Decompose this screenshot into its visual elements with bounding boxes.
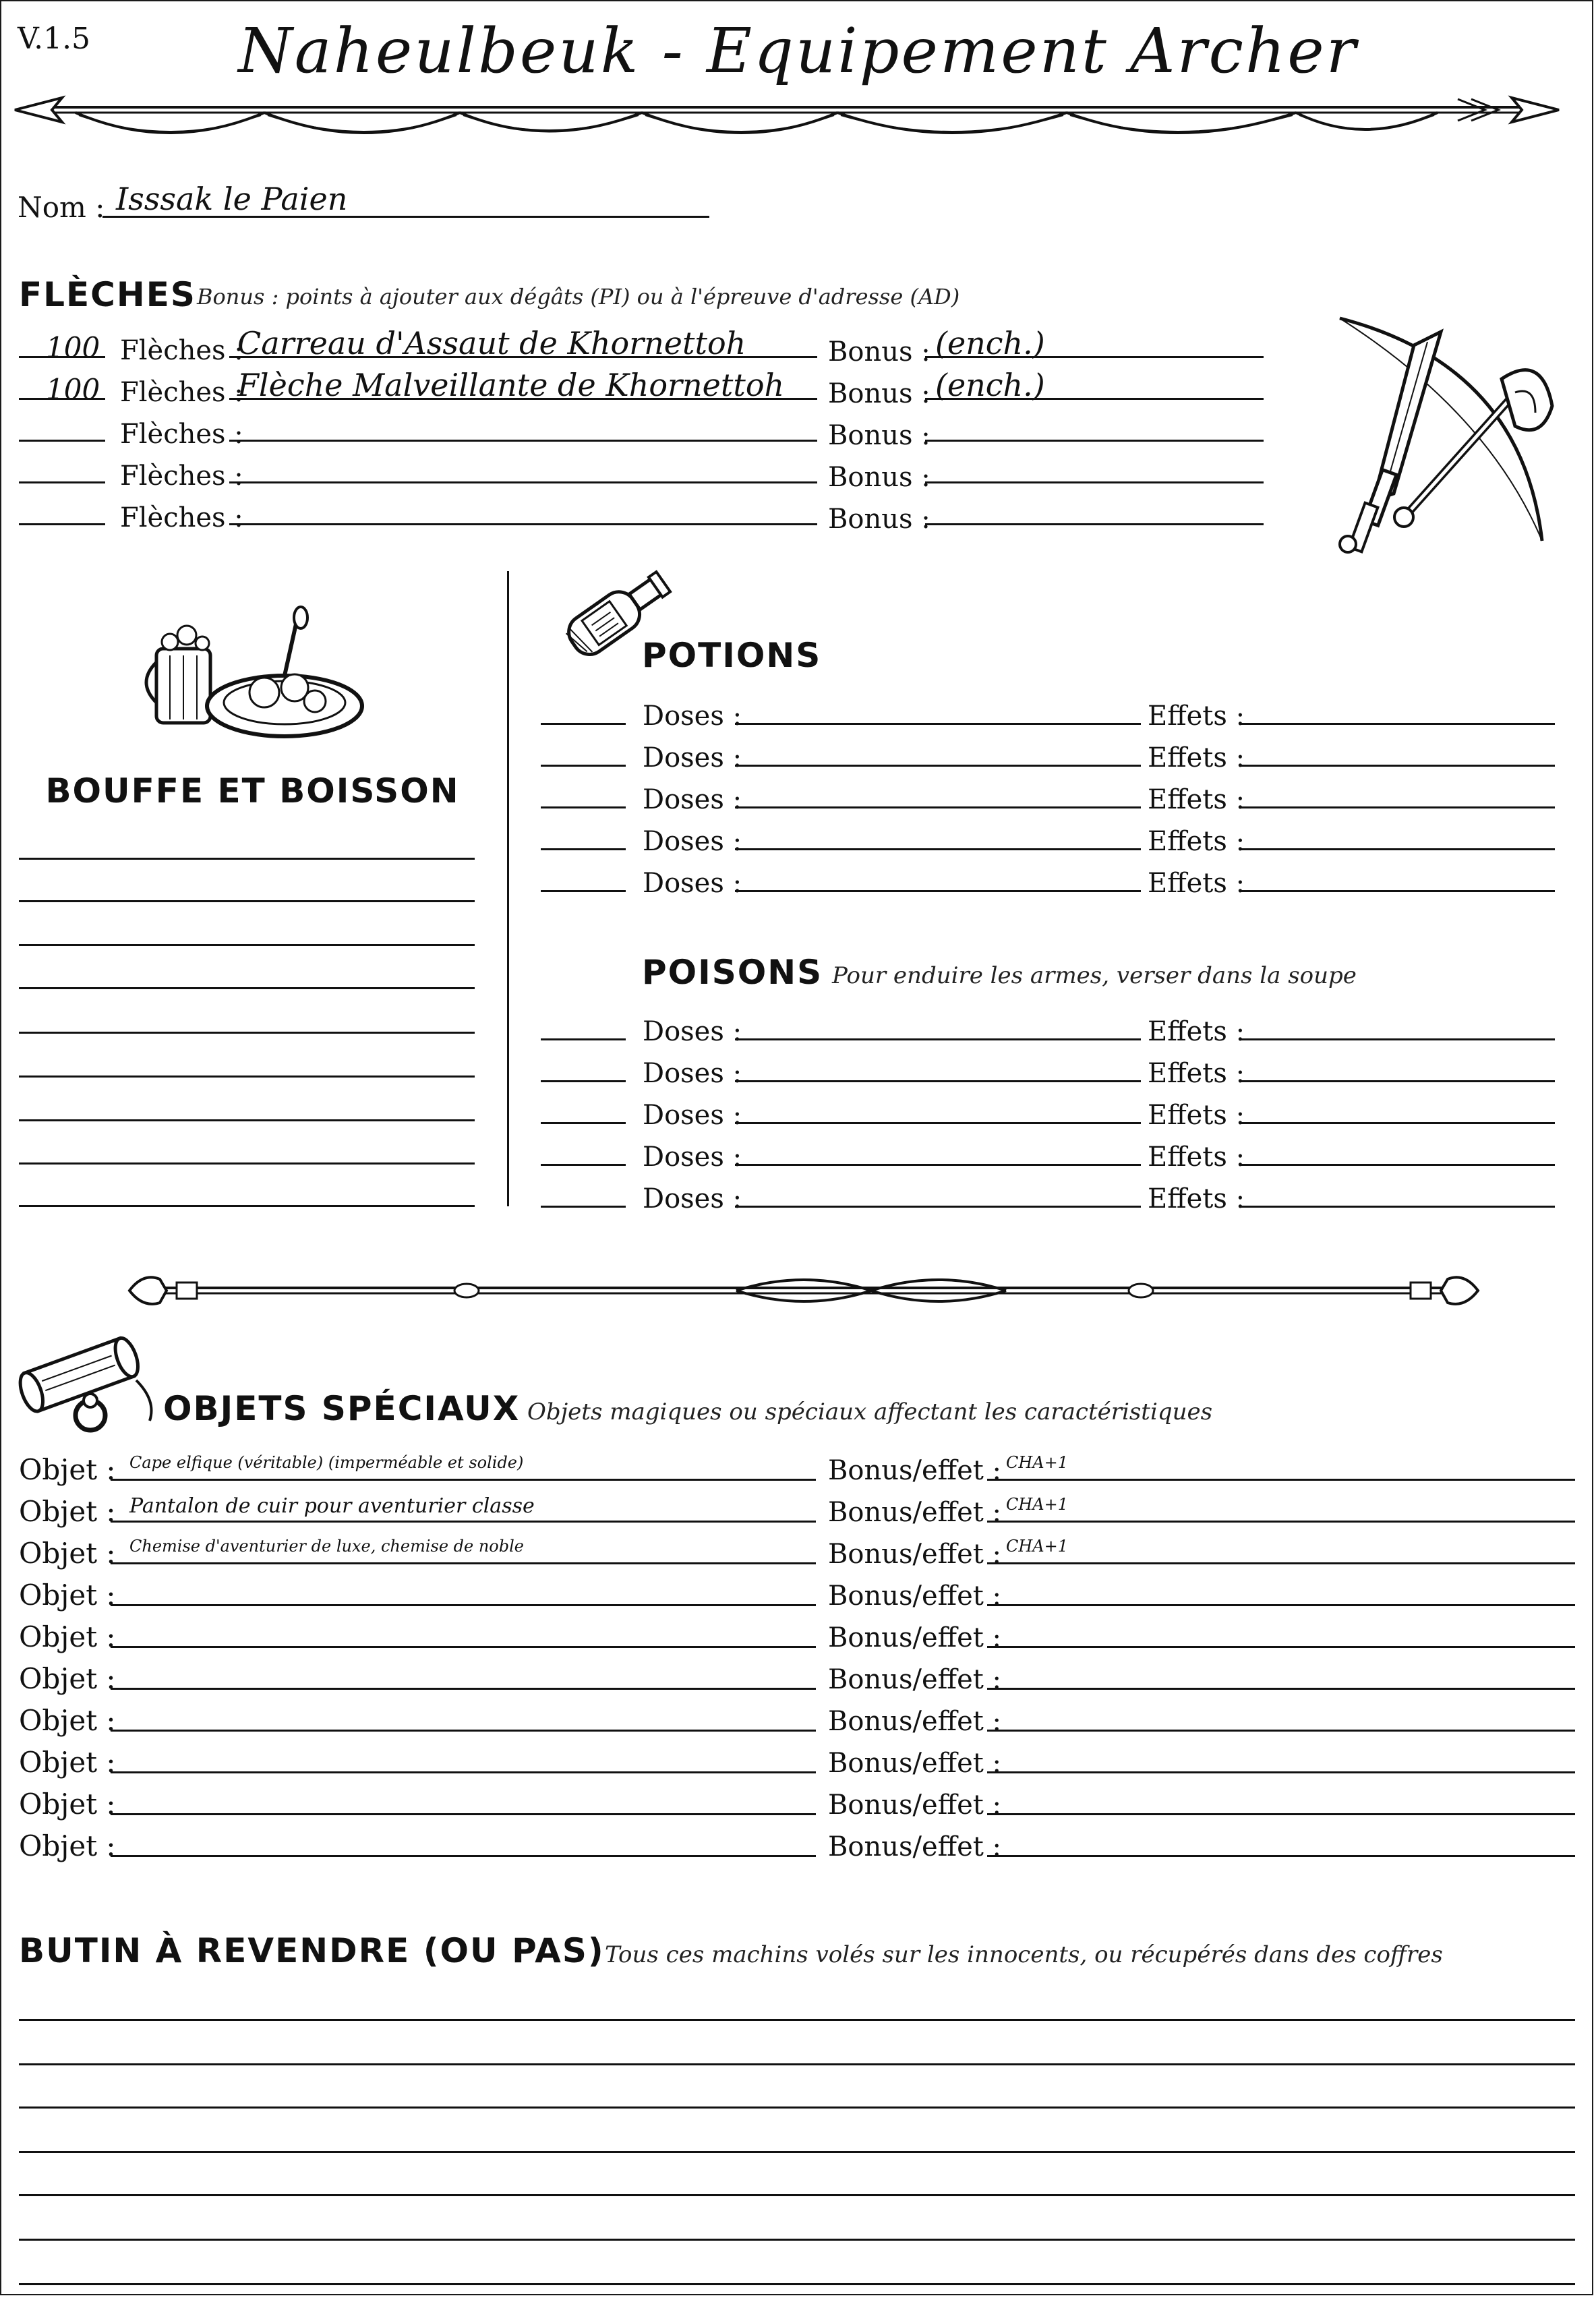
potions-doses-label: Doses : — [643, 701, 742, 732]
potions-qty-line[interactable] — [541, 806, 626, 808]
poisons-qty-line[interactable] — [541, 1206, 626, 1208]
potions-qty-line[interactable] — [541, 848, 626, 850]
arrow-qty[interactable]: 100 — [46, 373, 100, 406]
arrow-qty-line — [19, 523, 105, 525]
potions-doses-label: Doses : — [643, 868, 742, 899]
poisons-effects-line[interactable] — [1241, 1080, 1555, 1082]
loot-line[interactable] — [19, 2239, 1575, 2241]
poisons-effects-label: Effets : — [1148, 1100, 1245, 1131]
poisons-subtitle: Pour enduire les armes, verser dans la soupe — [832, 962, 1357, 989]
poisons-doses-label: Doses : — [643, 1142, 742, 1173]
poisons-qty-line[interactable] — [541, 1164, 626, 1166]
page-title: Naheulbeuk - Equipement Archer — [238, 15, 1358, 87]
arrow-bonus-label: Bonus : — [828, 420, 930, 451]
arrow-label: Flèches : — [120, 502, 243, 533]
potions-doses-line[interactable] — [735, 848, 1141, 850]
object-line — [111, 1855, 816, 1857]
poisons-doses-line[interactable] — [735, 1038, 1141, 1040]
potions-effects-label: Effets : — [1148, 784, 1245, 815]
arrows-title: FLÈCHES — [19, 275, 196, 314]
potions-effects-label: Effets : — [1148, 742, 1245, 773]
arrow-label: Flèches : — [120, 335, 243, 366]
potions-effects-line[interactable] — [1241, 765, 1555, 767]
object-line — [111, 1646, 816, 1648]
loot-line[interactable] — [19, 2194, 1575, 2196]
object-bonus-label: Bonus/effet : — [828, 1455, 1002, 1486]
potions-doses-line[interactable] — [735, 890, 1141, 892]
arrow-label: Flèches : — [120, 377, 243, 408]
crossed-weapons-illustration — [1320, 312, 1569, 554]
arrow-bonus-field[interactable]: (ench.) — [935, 325, 1045, 361]
arrow-bonus-line — [925, 481, 1264, 483]
object-label: Objet : — [19, 1704, 116, 1737]
loot-line[interactable] — [19, 2151, 1575, 2153]
object-line — [111, 1604, 816, 1606]
food-line[interactable] — [19, 1119, 475, 1121]
loot-line[interactable] — [19, 2106, 1575, 2109]
poisons-effects-label: Effets : — [1148, 1183, 1245, 1214]
arrow-name-line — [229, 481, 817, 483]
scroll-and-ring-illustration — [15, 1333, 163, 1441]
staff-ornament — [129, 1262, 1478, 1316]
object-label: Objet : — [19, 1453, 116, 1486]
potions-effects-label: Effets : — [1148, 868, 1245, 899]
poisons-doses-line[interactable] — [735, 1080, 1141, 1082]
arrow-label: Flèches : — [120, 461, 243, 492]
potions-qty-line[interactable] — [541, 765, 626, 767]
object-bonus-field[interactable]: CHA+1 — [1006, 1495, 1069, 1514]
object-bonus-line — [987, 1855, 1575, 1857]
poisons-doses-line[interactable] — [735, 1206, 1141, 1208]
food-line[interactable] — [19, 900, 475, 902]
object-bonus-line — [987, 1604, 1575, 1606]
poisons-doses-label: Doses : — [643, 1183, 742, 1214]
version-label: V.1.5 — [18, 22, 91, 56]
food-line[interactable] — [19, 987, 475, 989]
loot-title: BUTIN À REVENDRE (OU PAS) — [19, 1931, 605, 1970]
object-label: Objet : — [19, 1495, 116, 1528]
poisons-effects-line[interactable] — [1241, 1164, 1555, 1166]
object-bonus-label: Bonus/effet : — [828, 1831, 1002, 1862]
arrow-bonus-line — [925, 440, 1264, 442]
potions-effects-label: Effets : — [1148, 826, 1245, 857]
loot-line[interactable] — [19, 2019, 1575, 2021]
arrow-name-line — [229, 523, 817, 525]
potions-doses-label: Doses : — [643, 742, 742, 773]
name-label: Nom : — [18, 191, 105, 224]
poisons-qty-line[interactable] — [541, 1080, 626, 1082]
object-bonus-label: Bonus/effet : — [828, 1748, 1002, 1779]
poisons-doses-line[interactable] — [735, 1164, 1141, 1166]
object-bonus-line — [987, 1771, 1575, 1773]
object-label: Objet : — [19, 1829, 116, 1862]
poisons-effects-label: Effets : — [1148, 1058, 1245, 1089]
object-bonus-label: Bonus/effet : — [828, 1581, 1002, 1612]
object-line — [111, 1521, 816, 1523]
poisons-effects-label: Effets : — [1148, 1142, 1245, 1173]
object-label: Objet : — [19, 1579, 116, 1612]
object-line — [111, 1479, 816, 1481]
poisons-effects-line[interactable] — [1241, 1122, 1555, 1124]
loot-subtitle: Tous ces machins volés sur les innocents, ou récupérés dans des coffres — [605, 1941, 1443, 1968]
food-line[interactable] — [19, 1076, 475, 1078]
object-bonus-line — [987, 1479, 1575, 1481]
potions-doses-line[interactable] — [735, 806, 1141, 808]
arrow-ornament — [15, 86, 1566, 153]
potions-effects-line[interactable] — [1241, 806, 1555, 808]
object-bonus-line — [987, 1521, 1575, 1523]
object-bonus-label: Bonus/effet : — [828, 1497, 1002, 1528]
poisons-effects-line[interactable] — [1241, 1206, 1555, 1208]
potions-effects-line[interactable] — [1241, 723, 1555, 725]
poisons-doses-label: Doses : — [643, 1100, 742, 1131]
potions-effects-line[interactable] — [1241, 890, 1555, 892]
arrow-name-field[interactable]: Flèche Malveillante de Khornettoh — [237, 367, 785, 403]
arrow-name-field[interactable]: Carreau d'Assaut de Khornettoh — [237, 325, 746, 361]
poisons-effects-line[interactable] — [1241, 1038, 1555, 1040]
object-bonus-label: Bonus/effet : — [828, 1790, 1002, 1821]
loot-line[interactable] — [19, 2063, 1575, 2065]
object-label: Objet : — [19, 1620, 116, 1653]
object-bonus-line — [987, 1562, 1575, 1564]
arrow-bonus-label: Bonus : — [828, 462, 930, 493]
arrow-bonus-label: Bonus : — [828, 336, 930, 367]
object-line — [111, 1813, 816, 1815]
object-field[interactable]: Pantalon de cuir pour aventurier classe — [129, 1494, 535, 1518]
poisons-doses-label: Doses : — [643, 1058, 742, 1089]
arrow-name-line — [229, 440, 817, 442]
poisons-doses-line[interactable] — [735, 1122, 1141, 1124]
arrow-label: Flèches : — [120, 419, 243, 450]
object-line — [111, 1688, 816, 1690]
poisons-effects-label: Effets : — [1148, 1016, 1245, 1047]
food-line[interactable] — [19, 1162, 475, 1165]
potions-doses-line[interactable] — [735, 723, 1141, 725]
object-bonus-label: Bonus/effet : — [828, 1539, 1002, 1570]
object-field[interactable]: Cape elfique (véritable) (imperméable et solide) — [129, 1453, 524, 1472]
object-bonus-line — [987, 1688, 1575, 1690]
object-field[interactable]: Chemise d'aventurier de luxe, chemise de noble — [129, 1537, 524, 1556]
poisons-qty-line[interactable] — [541, 1122, 626, 1124]
object-line — [111, 1730, 816, 1732]
column-divider — [507, 571, 509, 1206]
food-title: BOUFFE ET BOISSON — [45, 771, 460, 811]
potions-effects-label: Effets : — [1148, 701, 1245, 732]
object-label: Objet : — [19, 1537, 116, 1570]
poisons-title: POISONS — [642, 953, 823, 992]
food-illustration — [143, 608, 365, 743]
arrow-bonus-label: Bonus : — [828, 378, 930, 409]
object-line — [111, 1562, 816, 1564]
food-line[interactable] — [19, 858, 475, 860]
object-label: Objet : — [19, 1662, 116, 1695]
arrow-bonus-field[interactable]: (ench.) — [935, 367, 1045, 403]
object-bonus-field[interactable]: CHA+1 — [1006, 1537, 1069, 1556]
arrow-bonus-line — [925, 523, 1264, 525]
arrows-subtitle: Bonus : points à ajouter aux dégâts (PI) ou à l'épreuve d'adresse (AD) — [197, 284, 960, 310]
potions-doses-line[interactable] — [735, 765, 1141, 767]
potions-doses-label: Doses : — [643, 826, 742, 857]
food-line[interactable] — [19, 1205, 475, 1207]
arrow-bonus-label: Bonus : — [828, 504, 930, 535]
object-label: Objet : — [19, 1746, 116, 1779]
object-bonus-line — [987, 1813, 1575, 1815]
object-bonus-label: Bonus/effet : — [828, 1664, 1002, 1695]
arrow-qty-line — [19, 440, 105, 442]
arrow-qty[interactable]: 100 — [46, 331, 100, 364]
object-bonus-line — [987, 1646, 1575, 1648]
object-bonus-label: Bonus/effet : — [828, 1706, 1002, 1737]
object-label: Objet : — [19, 1788, 116, 1821]
potions-doses-label: Doses : — [643, 784, 742, 815]
object-bonus-field[interactable]: CHA+1 — [1006, 1453, 1069, 1472]
potions-qty-line[interactable] — [541, 723, 626, 725]
object-bonus-line — [987, 1730, 1575, 1732]
food-line[interactable] — [19, 944, 475, 946]
object-line — [111, 1771, 816, 1773]
potions-title: POTIONS — [642, 636, 822, 675]
arrow-qty-line — [19, 481, 105, 483]
potions-effects-line[interactable] — [1241, 848, 1555, 850]
poisons-doses-label: Doses : — [643, 1016, 742, 1047]
special-objects-title: OBJETS SPÉCIAUX — [163, 1389, 521, 1428]
food-line[interactable] — [19, 1032, 475, 1034]
special-objects-subtitle: Objets magiques ou spéciaux affectant les caractéristiques — [527, 1398, 1213, 1425]
loot-line[interactable] — [19, 2283, 1575, 2285]
object-bonus-label: Bonus/effet : — [828, 1622, 1002, 1653]
potions-qty-line[interactable] — [541, 890, 626, 892]
poisons-qty-line[interactable] — [541, 1038, 626, 1040]
name-field[interactable]: Isssak le Paien — [116, 181, 348, 217]
